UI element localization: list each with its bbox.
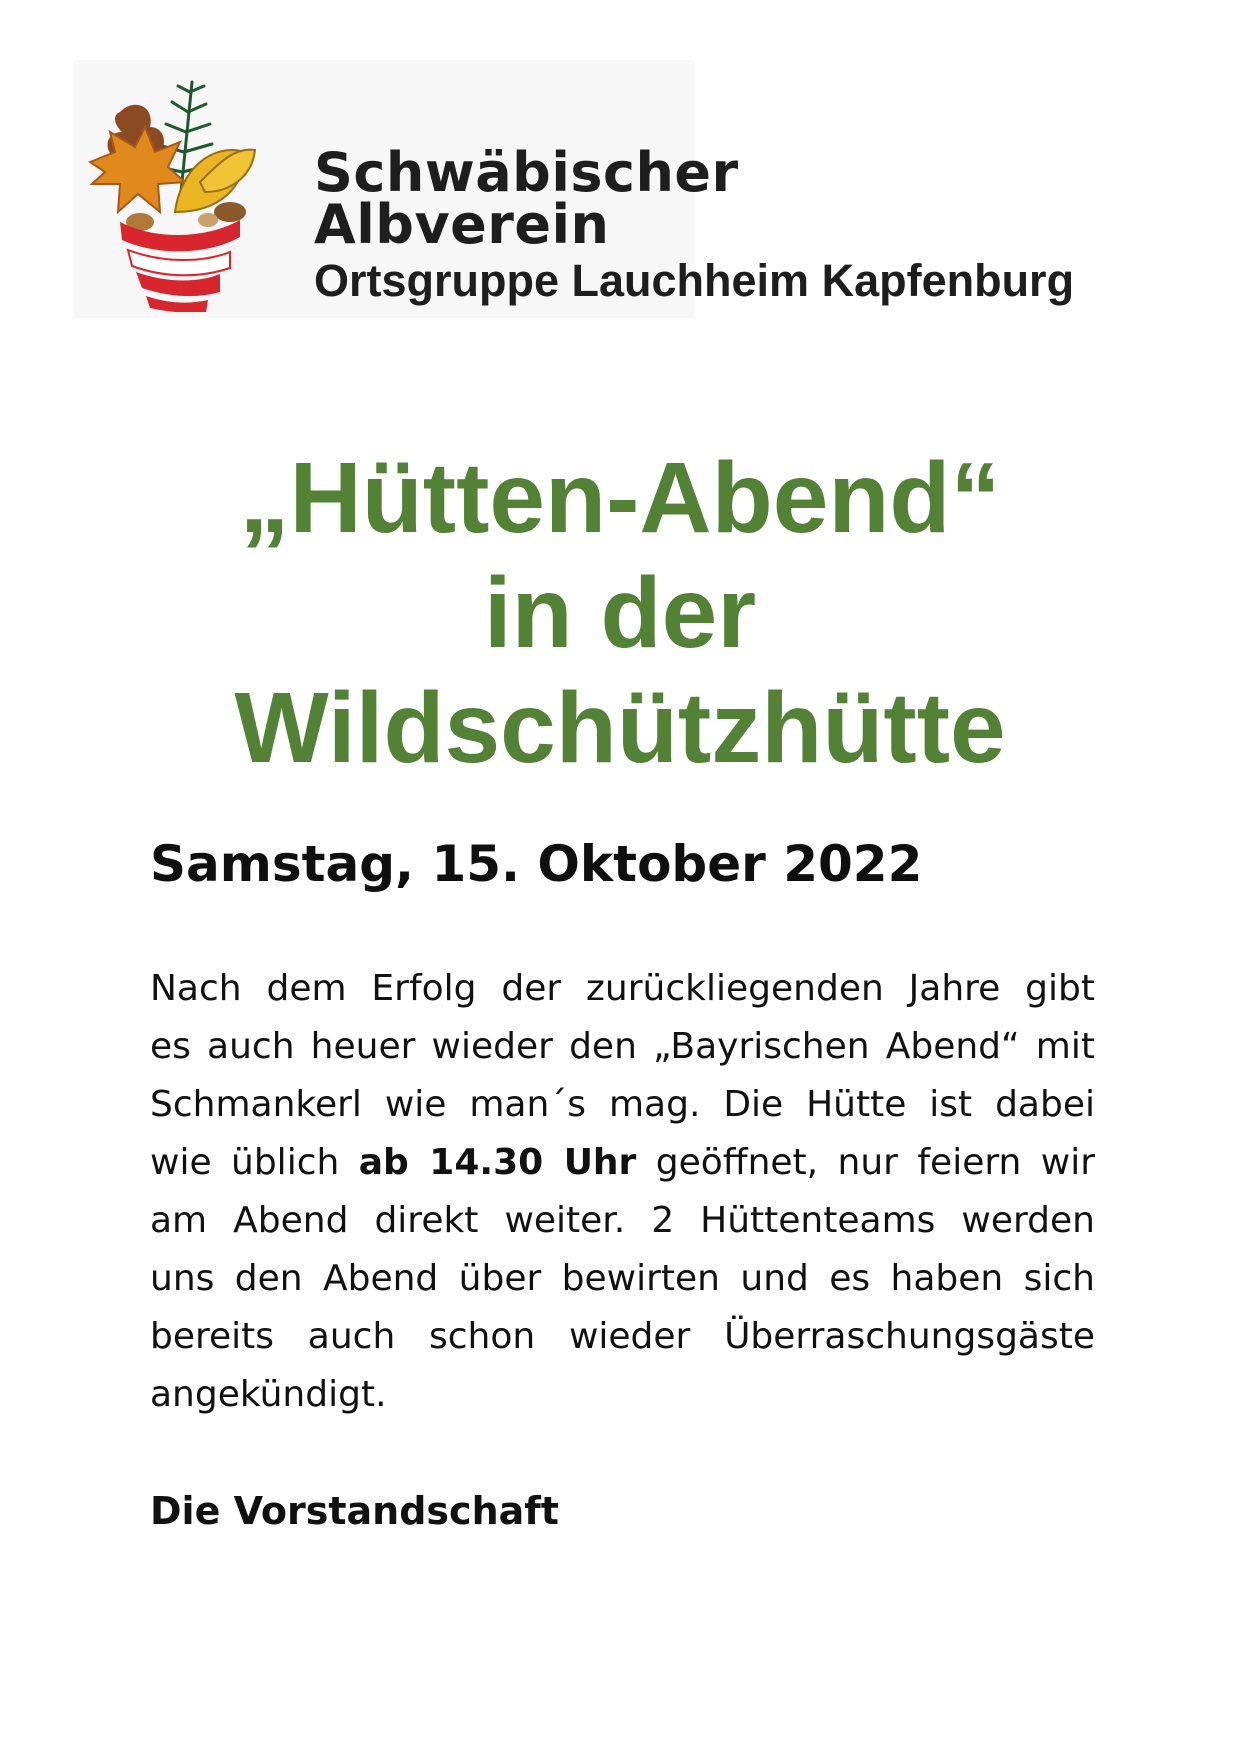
albverein-logo-icon (80, 72, 280, 312)
title-line3: Wildschützhütte (234, 672, 1006, 784)
event-date: Samstag, 15. Oktober 2022 (150, 835, 923, 893)
signature: Die Vorstandschaft (150, 1489, 559, 1533)
body-line: es auch heuer wieder den „Bayrischen Abend“ mit (150, 1026, 1095, 1067)
body-line-time-pre: wie üblich (150, 1142, 359, 1183)
body-line-time (150, 1134, 1095, 1192)
opening-time: ab 14.30 Uhr (358, 1142, 637, 1183)
org-name-line1: Schwäbischer (314, 141, 739, 204)
body-line: Schmankerl wie man´s mag. Die Hütte ist dabei (150, 1084, 1095, 1125)
body-line-time-post: geöffnet, nur feiern wir (636, 1142, 1095, 1183)
title-line1: „Hütten-Abend“ (239, 442, 1001, 554)
body-line: uns den Abend über bewirten und es haben sich (150, 1258, 1095, 1299)
body-line: Nach dem Erfolg der zurückliegenden Jahre gibt (150, 968, 1095, 1009)
org-subtitle: Ortsgruppe Lauchheim Kapfenburg (314, 255, 1075, 306)
body-line: am Abend direkt weiter. 2 Hüttenteams werden (150, 1200, 1095, 1241)
body-paragraph (150, 960, 1095, 1424)
body-line: angekündigt. (150, 1374, 387, 1415)
title-line2: in der (483, 557, 757, 669)
body-line: bereits auch schon wieder Überraschungsgäste (150, 1316, 1095, 1357)
org-name-line2: Albverein (314, 193, 610, 256)
